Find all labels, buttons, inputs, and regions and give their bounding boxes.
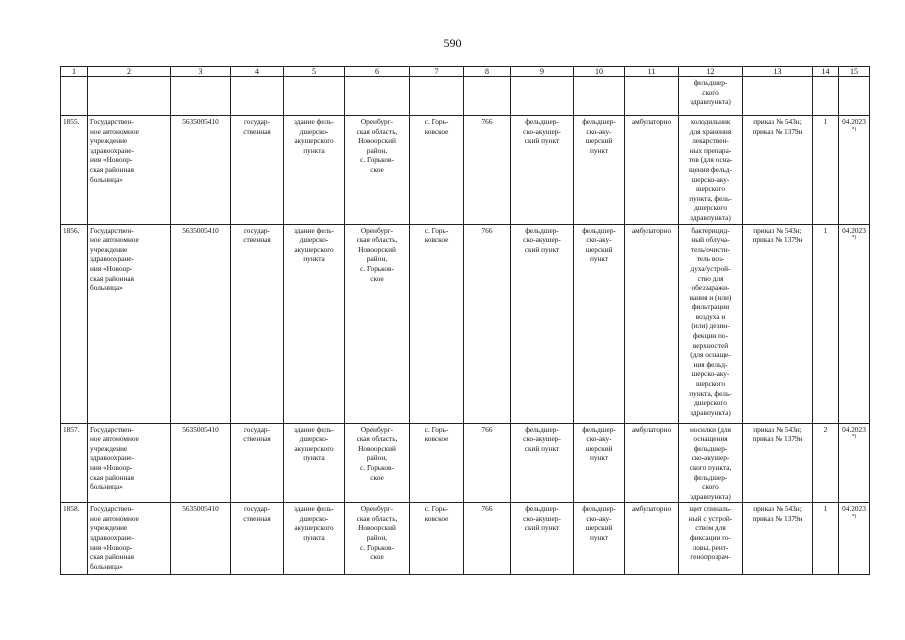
- unit-name-cell-text: фельдшер- ско-аку- шерский пункт: [582, 424, 616, 463]
- col-header: 7: [410, 67, 464, 77]
- inn-cell: [171, 224, 231, 423]
- unit-name-cell: [574, 116, 625, 225]
- inn-cell-text: 5635005410: [182, 504, 219, 514]
- cell: [839, 77, 870, 116]
- quantity-cell: [813, 224, 839, 423]
- code-cell: [464, 224, 511, 423]
- ownership-cell-text: государ- ственная: [243, 424, 271, 444]
- building-cell-text: здание фель- дшерско- акушерского пункта: [294, 225, 334, 264]
- unit-type-cell-text: фельдшер- ско-акушер- ский пункт: [523, 504, 561, 533]
- order-cell: [743, 224, 813, 423]
- cell: [61, 77, 88, 116]
- row-number-cell: [61, 503, 88, 575]
- unit-name-cell-text: фельдшер- ско-аку- шерский пункт: [582, 117, 616, 155]
- ownership-cell: [231, 116, 284, 225]
- building-cell: [284, 224, 345, 423]
- col-header: 3: [171, 67, 231, 77]
- unit-type-cell: [511, 423, 574, 503]
- address-cell-text: Оренбург- ская область, Новоорский район, с. Горьков- ское: [356, 424, 398, 482]
- col-header: 13: [743, 67, 813, 77]
- inn-cell-text: 5635005410: [182, 424, 219, 434]
- date-cell-text: 04.2023: [842, 424, 866, 434]
- equipment-cell-text: носилки (для оснащения фельдшер- ско-акушер- ского пункта, фельдшер- ского здравпункта): [689, 424, 732, 501]
- col-header: 1: [61, 67, 88, 77]
- order-cell-text: приказ № 543н; приказ № 1379н: [752, 424, 803, 444]
- code-cell: [464, 503, 511, 575]
- registry-table: [60, 66, 870, 575]
- locality-cell: [410, 116, 464, 225]
- page-number: 590: [443, 36, 462, 50]
- order-cell: [743, 423, 813, 503]
- care-form-cell-text: амбулаторно: [631, 424, 672, 434]
- continuation-row: [61, 77, 870, 116]
- locality-cell: [410, 423, 464, 503]
- locality-cell-text: с. Горь- ковское: [424, 504, 449, 523]
- unit-type-cell-text: фельдшер- ско-акушер- ский пункт: [523, 117, 561, 146]
- cell: [464, 77, 511, 116]
- date-cell: [839, 224, 870, 423]
- row-number-cell-text: 1858.: [63, 504, 80, 514]
- col-header: 10: [574, 67, 625, 77]
- date-cell: [839, 116, 870, 225]
- building-cell-text: здание фель- дшерско- акушерского пункта: [294, 117, 334, 155]
- equipment-cell-text: бактерицид- ный облуча- тель/очисти- тель воз- духа/устрой- ство для обеззаражи- вания и (или) фильтрации воздуха и (или) дезин- фекции по- верхностей (для оснаще- ния фельд- шерско-аку- шерского пункта, фель- дшерского здравпункта): [689, 225, 732, 417]
- code-cell-text: 766: [481, 504, 493, 514]
- locality-cell-text: с. Горь- ковское: [424, 117, 449, 136]
- care-form-cell-text: амбулаторно: [631, 117, 672, 126]
- inn-cell-text: 5635005410: [182, 225, 219, 235]
- table-row: [61, 224, 870, 423]
- address-cell-text: Оренбург- ская область, Новоорский район, с. Горьков- ское: [356, 225, 398, 283]
- col-header: 9: [511, 67, 574, 77]
- building-cell: [284, 423, 345, 503]
- care-form-cell: [625, 116, 679, 225]
- order-cell-text: приказ № 543н; приказ № 1379н: [752, 117, 803, 136]
- code-cell-text: 766: [481, 424, 493, 434]
- order-cell-text: приказ № 543н; приказ № 1379н: [752, 225, 803, 245]
- equipment-cell: [679, 224, 743, 423]
- table-row: [61, 116, 870, 225]
- footnote-mark: *): [851, 513, 857, 520]
- inn-cell-text: 5635005410: [182, 117, 219, 126]
- equipment-cell: фельдшер- ского здравпункта): [679, 77, 743, 116]
- col-header: 12: [679, 67, 743, 77]
- building-cell-text: здание фель- дшерско- акушерского пункта: [294, 424, 334, 463]
- ownership-cell-text: государ- ственная: [243, 117, 271, 136]
- col-header: 5: [284, 67, 345, 77]
- date-cell: [839, 423, 870, 503]
- row-number-cell: [61, 423, 88, 503]
- building-cell-text: здание фель- дшерско- акушерского пункта: [294, 504, 334, 543]
- col-header: 6: [345, 67, 410, 77]
- equipment-cell: [679, 116, 743, 225]
- order-cell: [743, 503, 813, 575]
- address-cell-text: Оренбург- ская область, Новоорский район, с. Горьков- ское: [356, 117, 398, 174]
- cell: [410, 77, 464, 116]
- cell: [574, 77, 625, 116]
- col-header: 15: [839, 67, 870, 77]
- unit-type-cell: [511, 224, 574, 423]
- row-number-cell: [61, 224, 88, 423]
- ownership-cell: [231, 503, 284, 575]
- unit-name-cell-text: фельдшер- ско-аку- шерский пункт: [582, 225, 616, 264]
- col-header: 14: [813, 67, 839, 77]
- organization-cell-text: Государствен- ное автономное учреждение здравоохране- ния «Новоор- ская районная больница»: [90, 424, 139, 492]
- organization-cell-text: Государствен- ное автономное учреждение здравоохране- ния «Новоор- ская районная больница»: [90, 225, 139, 293]
- inn-cell: [171, 116, 231, 225]
- footnote-mark: *): [851, 126, 857, 133]
- unit-name-cell: [574, 423, 625, 503]
- quantity-cell: [813, 116, 839, 225]
- organization-cell: [88, 503, 171, 575]
- col-header: 8: [464, 67, 511, 77]
- building-cell: [284, 116, 345, 225]
- cell: [743, 77, 813, 116]
- equipment-cell-text: щит спиналь- ный с устрой- ством для фиксации го- ловы, рент- генопрозрач-: [688, 504, 733, 562]
- date-cell: [839, 503, 870, 575]
- ownership-cell: [231, 423, 284, 503]
- address-cell-text: Оренбург- ская область, Новоорский район, с. Горьков- ское: [356, 504, 398, 562]
- col-header: 2: [88, 67, 171, 77]
- address-cell: [345, 423, 410, 503]
- care-form-cell: [625, 503, 679, 575]
- table-row: [61, 503, 870, 575]
- code-cell: [464, 116, 511, 225]
- row-number-cell-text: 1855.: [63, 117, 80, 126]
- address-cell: [345, 224, 410, 423]
- quantity-cell: [813, 423, 839, 503]
- equipment-cell: [679, 423, 743, 503]
- cell: [284, 77, 345, 116]
- footnote-mark: *): [851, 433, 857, 440]
- unit-type-cell: [511, 503, 574, 575]
- organization-cell: [88, 224, 171, 423]
- care-form-cell-text: амбулаторно: [631, 504, 672, 514]
- row-number-cell-text: 1856.: [63, 225, 80, 235]
- unit-name-cell: [574, 224, 625, 423]
- col-header: 4: [231, 67, 284, 77]
- locality-cell-text: с. Горь- ковское: [424, 225, 449, 245]
- ownership-cell: [231, 224, 284, 423]
- organization-cell-text: Государствен- ное автономное учреждение здравоохране- ния «Новоор- ская районная больница»: [90, 117, 139, 184]
- unit-type-cell-text: фельдшер- ско-акушер- ский пункт: [523, 424, 561, 453]
- quantity-cell: [813, 503, 839, 575]
- building-cell: [284, 503, 345, 575]
- inn-cell: [171, 503, 231, 575]
- unit-name-cell: [574, 503, 625, 575]
- date-cell-text: 04.2023: [842, 117, 866, 126]
- organization-cell-text: Государствен- ное автономное учреждение здравоохране- ния «Новоор- ская районная больница»: [90, 504, 139, 571]
- cell: [345, 77, 410, 116]
- ownership-cell-text: государ- ственная: [243, 225, 271, 245]
- cell: [231, 77, 284, 116]
- quantity-cell-text: 1: [823, 225, 828, 235]
- order-cell: [743, 116, 813, 225]
- locality-cell-text: с. Горь- ковское: [424, 424, 449, 444]
- ownership-cell-text: государ- ственная: [243, 504, 271, 523]
- unit-type-cell-text: фельдшер- ско-акушер- ский пункт: [523, 225, 561, 254]
- quantity-cell-text: 1: [823, 504, 828, 514]
- footnote-mark: *): [851, 234, 857, 241]
- cell: [171, 77, 231, 116]
- header-row: [61, 67, 870, 77]
- cell: [511, 77, 574, 116]
- cell: [625, 77, 679, 116]
- code-cell-text: 766: [481, 117, 493, 126]
- care-form-cell: [625, 224, 679, 423]
- organization-cell: [88, 423, 171, 503]
- equipment-cell-text: холодильник для хранения лекарствен- ных препара- тов (для осна- щения фельд- шерско-аку- шерского пункта, фель- дшерского здравпункта): [688, 117, 733, 222]
- locality-cell: [410, 503, 464, 575]
- inn-cell: [171, 423, 231, 503]
- row-number-cell: [61, 116, 88, 225]
- organization-cell: [88, 116, 171, 225]
- col-header: 11: [625, 67, 679, 77]
- quantity-cell-text: 2: [823, 424, 828, 434]
- code-cell-text: 766: [481, 225, 493, 235]
- order-cell-text: приказ № 543н; приказ № 1379н: [752, 504, 803, 523]
- equipment-cell: [679, 503, 743, 575]
- unit-type-cell: [511, 116, 574, 225]
- date-cell-text: 04.2023: [842, 504, 866, 514]
- address-cell: [345, 503, 410, 575]
- quantity-cell-text: 1: [823, 117, 828, 126]
- care-form-cell-text: амбулаторно: [631, 225, 672, 235]
- locality-cell: [410, 224, 464, 423]
- cell: [813, 77, 839, 116]
- code-cell: [464, 423, 511, 503]
- care-form-cell: [625, 423, 679, 503]
- unit-name-cell-text: фельдшер- ско-аку- шерский пункт: [582, 504, 616, 543]
- row-number-cell-text: 1857.: [63, 424, 80, 434]
- cell: [88, 77, 171, 116]
- address-cell: [345, 116, 410, 225]
- table-row: [61, 423, 870, 503]
- date-cell-text: 04.2023: [842, 225, 866, 235]
